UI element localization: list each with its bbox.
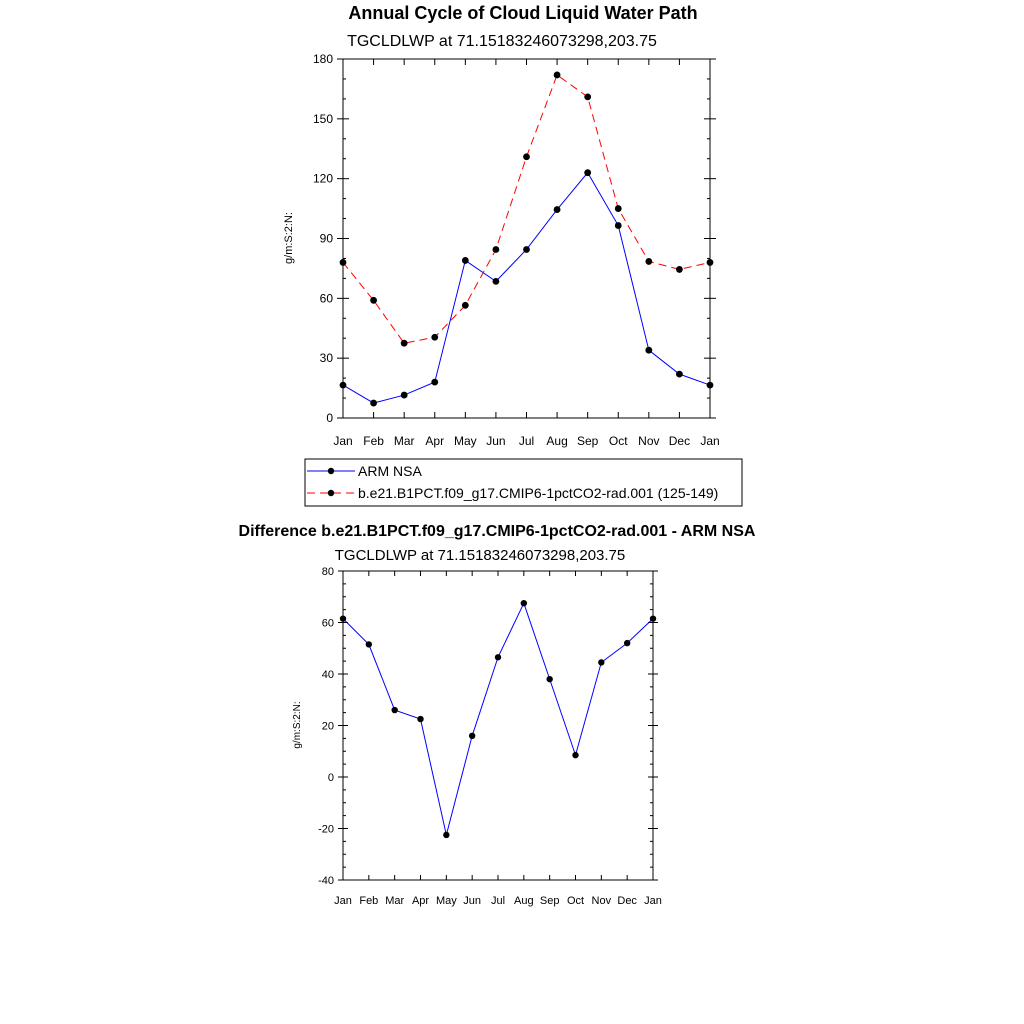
x-tick-label: Jun bbox=[463, 895, 482, 907]
y-tick-label: 90 bbox=[319, 231, 333, 246]
data-point bbox=[391, 707, 397, 713]
data-point bbox=[615, 222, 622, 229]
y-tick-label: 20 bbox=[321, 720, 334, 733]
y-tick-label: 150 bbox=[312, 111, 333, 126]
data-point bbox=[493, 278, 500, 285]
x-tick-label: Jan bbox=[700, 434, 720, 448]
data-point bbox=[615, 205, 622, 212]
y-tick-label: 0 bbox=[326, 411, 333, 425]
data-point bbox=[707, 382, 714, 389]
y-tick-label: 60 bbox=[321, 617, 334, 630]
data-point bbox=[431, 334, 438, 341]
legend-swatch-arm-nsa-marker bbox=[328, 468, 334, 474]
data-point bbox=[598, 659, 604, 665]
data-point bbox=[495, 654, 501, 660]
data-point bbox=[340, 259, 347, 266]
y-tick-label: 40 bbox=[321, 669, 334, 681]
chart1-ylabel: g/m:S:2:N: bbox=[283, 212, 295, 264]
x-tick-label: Dec bbox=[617, 895, 637, 907]
difference-chart bbox=[239, 523, 756, 907]
chart1-legend bbox=[305, 459, 742, 506]
x-tick-label: Jun bbox=[486, 434, 506, 448]
legend-label-arm-nsa: ARM NSA bbox=[358, 463, 422, 479]
data-point bbox=[340, 615, 346, 621]
annual-cycle-chart bbox=[283, 3, 742, 506]
x-tick-label: Jul bbox=[518, 434, 535, 448]
data-point bbox=[370, 297, 377, 304]
data-point bbox=[443, 832, 449, 838]
data-point bbox=[546, 676, 552, 682]
y-tick-label: 180 bbox=[312, 52, 333, 66]
data-point bbox=[431, 379, 438, 386]
data-point bbox=[401, 340, 408, 347]
data-point bbox=[366, 641, 372, 647]
chart2-y-tick-labels bbox=[318, 566, 334, 887]
data-point bbox=[645, 347, 652, 354]
data-point bbox=[521, 600, 527, 606]
data-point bbox=[707, 259, 714, 266]
data-point bbox=[676, 266, 683, 273]
legend-label-model: b.e21.B1PCT.f09_g17.CMIP6-1pctCO2-rad.001 (125-149) bbox=[358, 485, 719, 501]
data-point bbox=[523, 246, 530, 253]
data-point bbox=[340, 382, 347, 389]
y-tick-label: -20 bbox=[318, 823, 334, 836]
x-tick-label: Mar bbox=[385, 895, 405, 907]
data-point bbox=[624, 640, 630, 646]
x-tick-label: Jan bbox=[334, 895, 352, 907]
y-tick-label: 80 bbox=[321, 566, 334, 578]
x-tick-label: Mar bbox=[393, 434, 415, 448]
chart2-plot-frame bbox=[343, 571, 653, 880]
chart2-ylabel: g/m:S:2:N: bbox=[292, 701, 303, 749]
x-tick-label: Sep bbox=[576, 434, 599, 448]
x-tick-label: Oct bbox=[608, 434, 628, 448]
data-point bbox=[645, 258, 652, 265]
chart2-series-lines bbox=[343, 603, 653, 835]
y-tick-label: 120 bbox=[312, 171, 333, 186]
data-point bbox=[572, 752, 578, 758]
data-point bbox=[650, 615, 656, 621]
x-tick-label: Oct bbox=[566, 895, 585, 907]
chart2-subtitle: TGCLDLWP at 71.15183246073298,203.75 bbox=[334, 547, 626, 564]
chart2-series-points bbox=[340, 600, 656, 838]
chart1-subtitle: TGCLDLWP at 71.15183246073298,203.75 bbox=[347, 33, 657, 50]
data-point bbox=[584, 169, 591, 176]
x-tick-label: May bbox=[453, 434, 477, 448]
data-point bbox=[676, 371, 683, 378]
x-tick-label: Feb bbox=[363, 434, 384, 448]
data-point bbox=[554, 206, 561, 213]
y-tick-label: -40 bbox=[318, 875, 334, 887]
chart1-series-lines bbox=[343, 75, 710, 403]
data-point bbox=[554, 72, 561, 79]
chart1-title: Annual Cycle of Cloud Liquid Water Path bbox=[348, 3, 698, 23]
series-line-0 bbox=[343, 173, 710, 403]
y-tick-label: 60 bbox=[319, 291, 333, 306]
data-point bbox=[523, 153, 530, 160]
x-tick-label: Jul bbox=[490, 895, 506, 907]
x-tick-label: Feb bbox=[359, 895, 379, 907]
data-point bbox=[370, 400, 377, 407]
x-tick-label: May bbox=[435, 895, 457, 907]
x-tick-label: Apr bbox=[425, 434, 445, 448]
chart1-ticks bbox=[337, 59, 716, 418]
data-point bbox=[401, 392, 408, 399]
x-tick-label: Aug bbox=[546, 434, 568, 448]
data-point bbox=[584, 93, 591, 100]
series-line-1 bbox=[343, 75, 710, 343]
x-tick-label: Nov bbox=[591, 895, 612, 907]
chart2-x-tick-labels bbox=[334, 895, 662, 907]
data-point bbox=[462, 257, 469, 264]
data-point bbox=[417, 716, 423, 722]
legend-swatch-model-marker bbox=[328, 490, 334, 496]
x-tick-label: Sep bbox=[539, 895, 560, 907]
data-point bbox=[462, 302, 469, 309]
data-point bbox=[493, 246, 500, 253]
series-line-0 bbox=[343, 603, 653, 835]
x-tick-label: Jan bbox=[644, 895, 662, 907]
chart1-y-tick-labels bbox=[313, 52, 333, 425]
x-tick-label: Dec bbox=[668, 434, 691, 448]
x-tick-label: Apr bbox=[411, 895, 430, 907]
chart1-x-tick-labels bbox=[333, 434, 719, 448]
chart1-plot-frame bbox=[343, 59, 710, 418]
chart2-title: Difference b.e21.B1PCT.f09_g17.CMIP6-1pctCO2-rad.001 - ARM NSA bbox=[238, 523, 756, 540]
x-tick-label: Jan bbox=[333, 434, 353, 448]
chart2-ticks bbox=[338, 571, 658, 880]
y-tick-label: 0 bbox=[327, 772, 334, 784]
data-point bbox=[469, 733, 475, 739]
x-tick-label: Nov bbox=[638, 434, 660, 448]
x-tick-label: Aug bbox=[514, 895, 534, 907]
y-tick-label: 30 bbox=[319, 351, 333, 366]
